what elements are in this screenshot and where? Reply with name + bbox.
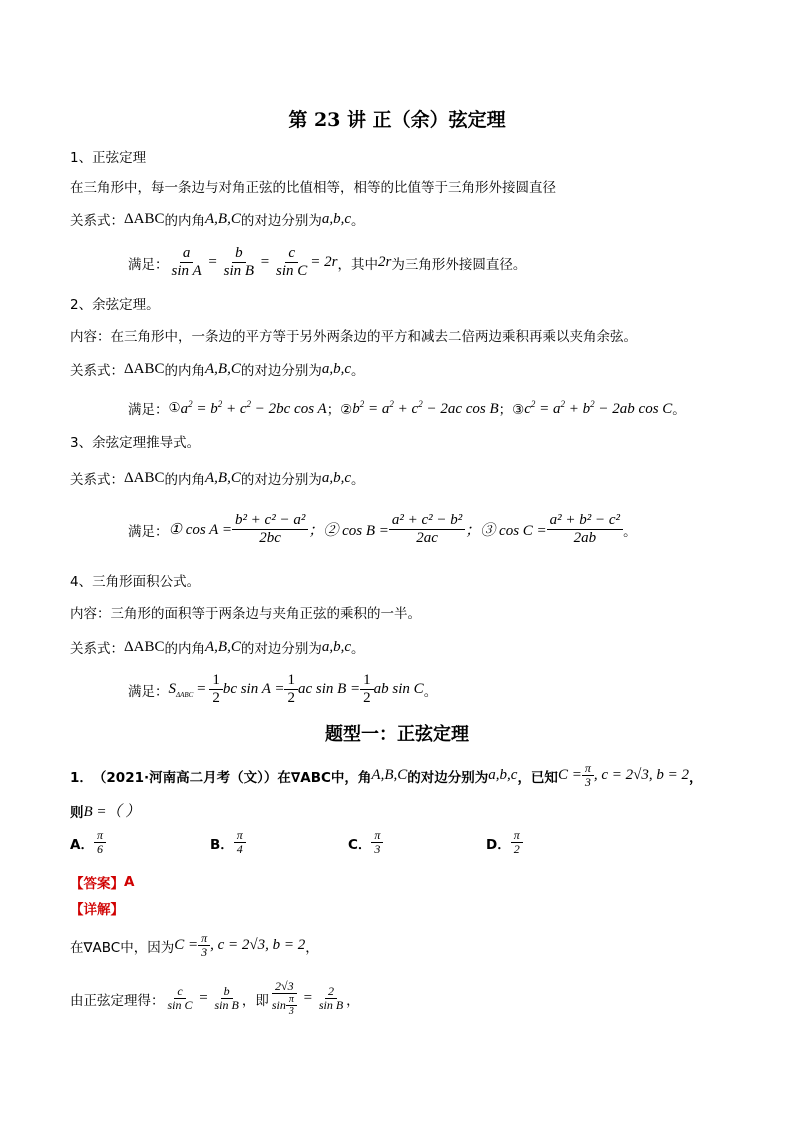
question-1 xyxy=(70,762,702,789)
relation-prefix: 关系式： xyxy=(70,213,124,229)
option-d[interactable]: D． $\frac{\pi}{2}$ xyxy=(486,829,523,856)
section-2-relation xyxy=(70,359,365,379)
question-text-1: 在∇ABC中，角 xyxy=(277,769,372,786)
section-1-content: 在三角形中，每一条边与对角正弦的比值相等，相等的比值等于三角形外接圆直径 xyxy=(70,180,556,196)
satisfy-label: 满足： xyxy=(128,402,169,418)
fraction-a: $\frac{a}{\text{sin A}}$ xyxy=(171,245,202,279)
detail-pi-over-3: $\frac{\pi}{3}$ xyxy=(198,932,210,959)
area-symbol: $S_{\Delta ABC}$ xyxy=(168,680,194,699)
detail-text-2: 由正弦定理得： xyxy=(70,992,165,1009)
section-3-relation xyxy=(70,468,365,488)
cosine-eq-1: $a^2 = b^2 + c^2 - 2bc$ cos A xyxy=(180,398,327,417)
cos-a-fraction: $\frac{\text{b² + c² − a²}}{2bc}$ xyxy=(232,512,308,547)
relation-end: 。 xyxy=(351,213,365,229)
satisfy-label: 满足： xyxy=(128,683,169,700)
relation-text: 的对边分别为 xyxy=(240,213,322,229)
relation-prefix: 关系式： xyxy=(70,363,124,379)
triangle-symbol: ΔABC xyxy=(124,360,165,377)
fraction-c: $\frac{c}{\text{sin C}}$ xyxy=(276,245,308,279)
cos-c-fraction: $\frac{\text{a² + b² − c²}}{2ab}$ xyxy=(547,512,623,547)
section-3-heading: 3、余弦定理推导式。 xyxy=(70,435,201,451)
angles: A,B,C xyxy=(205,360,241,377)
satisfy-label: 满足： xyxy=(128,523,169,540)
relation-prefix: 关系式： xyxy=(70,472,124,488)
term-1: bc sin A = xyxy=(222,681,285,697)
relation-end: 。 xyxy=(351,641,365,657)
cos-b-lhs: ；② cos B = xyxy=(308,523,389,539)
question-text-4: 则 xyxy=(70,804,84,821)
answer-label: 【答案】 xyxy=(70,876,124,892)
cos-c-lhs: ；③ cos C = xyxy=(465,523,547,539)
section-2-heading: 2、余弦定理。 xyxy=(70,297,160,313)
question-source: （2021·河南高二月考（文）） xyxy=(92,769,278,786)
question-number: 1． xyxy=(70,769,93,786)
relation-mid: 的内角 xyxy=(164,363,205,379)
ask: B =（ ） xyxy=(83,804,141,820)
answer-value: A xyxy=(124,874,135,890)
detail-frac-c: $\frac{c}{\text{sin C}}$ xyxy=(167,984,193,1012)
cond-rest: , c = 2√3, b = 2 xyxy=(593,767,689,783)
relation-text: 的对边分别为 xyxy=(240,363,322,379)
cos-a-lhs: ① cos A = xyxy=(168,522,232,538)
tail-math: 2r xyxy=(378,254,392,270)
option-c-value: $\frac{\pi}{3}$ xyxy=(371,829,383,856)
area-formula: 满足： $S_{\Delta ABC}$ = $\frac{1}{2}$ bc sin A = $\frac{1}{2}$ ac sin B = $\frac{1}{2}$ ab sin C 。 xyxy=(128,672,438,706)
half-1: $\frac{1}{2}$ xyxy=(209,672,223,707)
triangle-symbol: ΔABC xyxy=(124,210,165,227)
angles: A,B,C xyxy=(205,210,241,227)
triangle-symbol: ΔABC xyxy=(124,469,165,486)
comma: ， xyxy=(688,769,703,786)
cond-c: C = xyxy=(557,767,582,783)
term-2: ac sin B = xyxy=(297,681,361,697)
sine-law-formula: 满足： $\frac{a}{\text{sin A}}$ = $\frac{b}{\text{sin B}}$ = $\frac{c}{\text{sin C}}$ = 2r ，其中 2r 为三角形外接圆直径。 xyxy=(128,245,527,279)
detail-end-2: ， xyxy=(346,992,360,1009)
relation-prefix: 关系式： xyxy=(70,641,124,657)
sides: a,b,c xyxy=(321,210,352,227)
detail-line-1 xyxy=(70,932,319,959)
end-mark: 。 xyxy=(423,683,438,700)
relation-mid: 的内角 xyxy=(164,641,205,657)
tail-text: ，其中 xyxy=(337,256,378,273)
section-heading: 题型一：正弦定理 xyxy=(325,724,469,745)
detail-text-1: 在∇ABC中，因为 xyxy=(70,939,175,956)
relation-text: 的对边分别为 xyxy=(240,472,322,488)
detail-c: C = xyxy=(174,937,199,953)
section-2-content: 内容：在三角形中，一条边的平方等于另外两条边的平方和减去二倍两边乘积再乘以夹角余弦。 xyxy=(70,329,637,345)
detail-end: ， xyxy=(305,939,319,956)
relation-end: 。 xyxy=(351,363,365,379)
half-2: $\frac{1}{2}$ xyxy=(284,672,298,707)
cosine-derivation-formula xyxy=(128,512,637,547)
satisfy-label: 满足： xyxy=(128,256,169,273)
cos-b-fraction: $\frac{\text{a² + c² − b²}}{2ac}$ xyxy=(389,512,465,547)
fraction-b: $\frac{b}{\text{sin B}}$ xyxy=(223,245,255,279)
section-1-relation xyxy=(70,209,365,229)
sides: a,b,c xyxy=(321,469,352,486)
equals-2r: = 2r xyxy=(310,254,338,270)
angles: A,B,C xyxy=(205,469,241,486)
page-title: 第 23 讲 正（余）弦定理 xyxy=(288,109,506,131)
end-mark: 。 xyxy=(672,402,686,418)
angles: A,B,C xyxy=(205,638,241,655)
circle-1: ① xyxy=(168,400,181,416)
relation-end: 。 xyxy=(351,472,365,488)
option-d-value: $\frac{\pi}{2}$ xyxy=(511,829,523,856)
section-1-heading: 1、正弦定理 xyxy=(70,150,147,166)
detail-label: 【详解】 xyxy=(70,902,124,918)
detail-frac-2root3: 2√3 sin $\frac{\pi}{3}$ xyxy=(269,980,300,1017)
relation-text: 的对边分别为 xyxy=(240,641,322,657)
option-a-value: $\frac{\pi}{6}$ xyxy=(94,829,106,856)
option-a[interactable]: A． $\frac{\pi}{6}$ xyxy=(70,829,106,856)
pi-over-3: $\frac{\pi}{3}$ xyxy=(582,762,594,789)
tail-text-2: 为三角形外接圆直径。 xyxy=(391,256,527,273)
answer-line xyxy=(70,872,134,892)
sides: a,b,c xyxy=(321,360,352,377)
option-c[interactable]: C． $\frac{\pi}{3}$ xyxy=(348,829,383,856)
circle-2: ；② xyxy=(326,402,353,418)
section-4-heading: 4、三角形面积公式。 xyxy=(70,574,201,590)
detail-rest: , c = 2√3, b = 2 xyxy=(210,937,306,953)
half-3: $\frac{1}{2}$ xyxy=(360,672,374,707)
option-b-value: $\frac{\pi}{4}$ xyxy=(234,829,246,856)
section-4-relation xyxy=(70,637,365,657)
cosine-law-formula xyxy=(128,398,686,418)
question-text-2: 的对边分别为 xyxy=(407,769,489,786)
relation-mid: 的内角 xyxy=(164,472,205,488)
circle-3: ；③ xyxy=(498,402,525,418)
angles: A,B,C xyxy=(371,767,408,783)
section-4-content: 内容：三角形的面积等于两条边与夹角正弦的乘积的一半。 xyxy=(70,606,421,622)
question-text-3: ，已知 xyxy=(517,769,558,786)
sides: a,b,c xyxy=(321,638,352,655)
detail-mid: ，即 xyxy=(241,992,269,1009)
term-3: ab sin C xyxy=(373,681,424,697)
relation-mid: 的内角 xyxy=(164,213,205,229)
detail-line-2: 由正弦定理得： $\frac{c}{\text{sin C}}$ = $\frac{b}{\text{sin B}}$ ，即 2√3 sin $\frac{\pi}{3}$ = $\frac{2}{\text{sin B}}$ ， xyxy=(70,979,360,1017)
cosine-eq-2: $b^2 = a^2 + c^2 - 2ac$ cos B xyxy=(352,398,499,417)
end-mark: 。 xyxy=(623,523,637,540)
cosine-eq-3: $c^2 = a^2 + b^2 - 2ab$ cos C xyxy=(524,398,673,417)
option-b[interactable]: B． $\frac{\pi}{4}$ xyxy=(210,829,246,856)
detail-frac-b: $\frac{b}{\text{sin B}}$ xyxy=(214,984,239,1012)
triangle-symbol: ΔABC xyxy=(124,638,165,655)
question-1-ask xyxy=(70,800,140,821)
sides: a,b,c xyxy=(488,767,518,783)
detail-frac-2: $\frac{2}{\text{sin B}}$ xyxy=(318,984,344,1012)
